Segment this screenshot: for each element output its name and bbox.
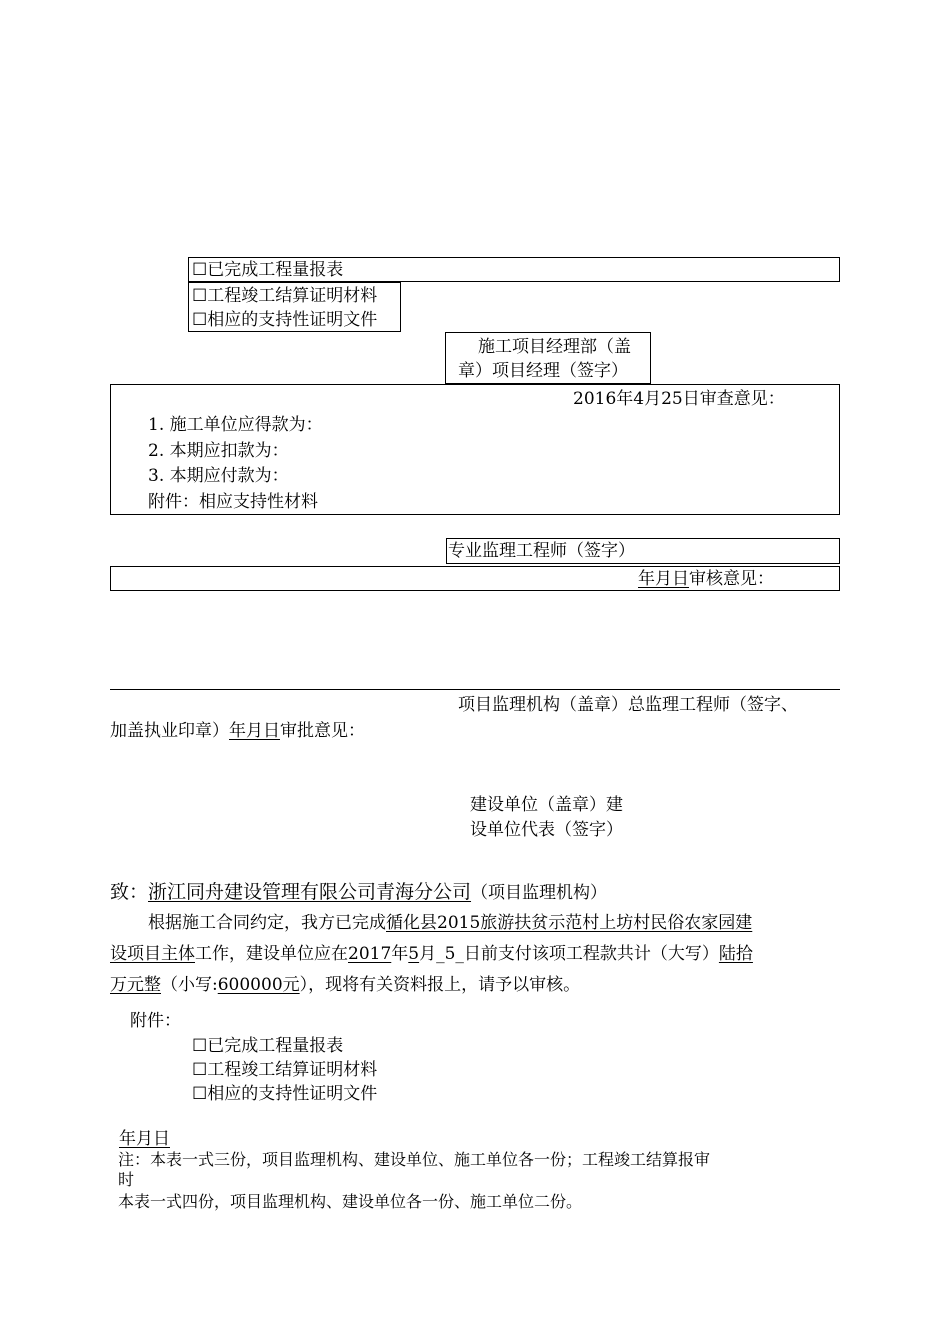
letter-year-suffix: 年 (391, 944, 409, 964)
letter-p1-end: ），现将有关资料报上，请予以审核。 (299, 975, 581, 995)
letter-attachment-settlement-proof: ☐工程竣工结算证明材料 (192, 1060, 378, 1080)
letter-project-1: 循化县2015旅游扶贫示范村上坊村民俗农家园建 (386, 913, 753, 933)
supervision-sign-prefix: 加盖执业印章） (110, 721, 229, 741)
approval-heading: 审批意见： (280, 721, 365, 741)
letter-year: 2017 (348, 944, 392, 964)
owner-sign-line1: 建设单位（盖章）建 (470, 795, 623, 815)
note-line2: 时 (118, 1170, 135, 1189)
letter-attachment-supporting-docs: ☐相应的支持性证明文件 (192, 1084, 378, 1104)
letter-attachment-quantity-report: ☐已完成工程量报表 (192, 1036, 344, 1056)
letter-recipient-role: （项目监理机构） (471, 883, 608, 903)
supervision-sign-line2 (110, 720, 365, 742)
letter-small-prefix: （小写: (161, 975, 218, 995)
letter-day: _5_ (436, 944, 464, 964)
review-item-payable: 3. 本期应付款为： (148, 466, 289, 486)
attachment-item-quantity-report: ☐已完成工程量报表 (192, 260, 344, 280)
letter-amount-words-2: 万元整 (110, 975, 161, 995)
review-attachment: 附件：相应支持性材料 (148, 492, 318, 512)
supervision-divider (110, 689, 840, 690)
supervision-sign-line1: 项目监理机构（盖章）总监理工程师（签字、 (458, 695, 798, 715)
letter-day-suffix: 日前支付该项工程款共计（大写） (463, 944, 719, 964)
letter-p1-a: 根据施工合同约定，我方已完成 (148, 913, 386, 933)
owner-sign-line2: 设单位代表（签字） (470, 820, 623, 840)
attachment-item-settlement-proof: ☐工程竣工结算证明材料 (192, 286, 378, 306)
letter-to-prefix: 致： (110, 881, 149, 903)
note-line1: 注：本表一式三份，项目监理机构、建设单位、施工单位各一份；工程竣工结算报审 (118, 1150, 711, 1169)
audit-line (638, 568, 774, 590)
letter-recipient-line (110, 881, 607, 904)
letter-p1-b: 工作，建设单位应在 (195, 944, 348, 964)
letter-body-line2 (110, 943, 753, 965)
letter-date: 年月日 (119, 1129, 170, 1149)
audit-heading: 审核意见： (689, 569, 774, 589)
letter-attachments-label: 附件： (130, 1011, 181, 1031)
letter-amount-words-1: 陆拾 (718, 944, 753, 964)
letter-body-line3 (110, 974, 580, 996)
review-item-deduction: 2. 本期应扣款为： (148, 441, 289, 461)
letter-amount-number: 600000元 (217, 975, 300, 995)
note-line3: 本表一式四份，项目监理机构、建设单位各一份、施工单位二份。 (118, 1192, 583, 1211)
contractor-sign-line2: 章）项目经理（签字） (458, 361, 628, 381)
supervision-date: 年月日 (229, 721, 280, 741)
contractor-sign-line1: 施工项目经理部（盖 (478, 337, 631, 357)
engineer-sign-label: 专业监理工程师（签字） (448, 541, 635, 561)
audit-date: 年月日 (638, 569, 689, 589)
review-date-heading: 2016年4月25日审查意见： (573, 389, 785, 409)
letter-body-line1 (148, 912, 752, 934)
review-item-contractor-due: 1. 施工单位应得款为： (148, 415, 323, 435)
letter-month: 5 (408, 944, 420, 964)
letter-recipient: 浙江同舟建设管理有限公司青海分公司 (148, 881, 472, 903)
attachment-item-supporting-docs: ☐相应的支持性证明文件 (192, 310, 378, 330)
letter-month-suffix: 月 (419, 944, 437, 964)
letter-project-2: 设项目主体 (110, 944, 195, 964)
